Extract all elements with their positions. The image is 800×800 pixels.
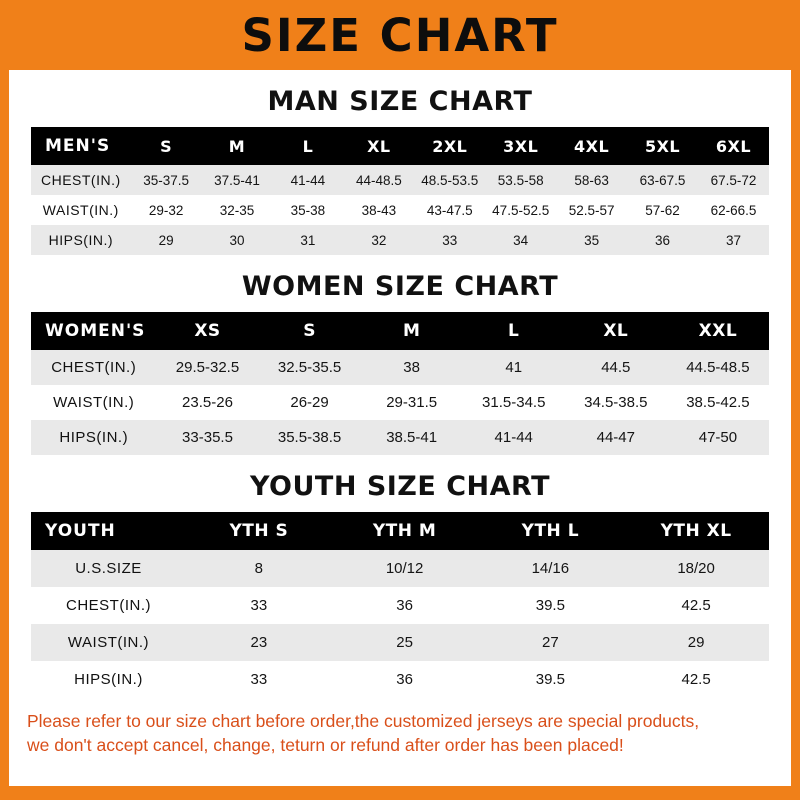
table-cell: 29.5-32.5: [156, 350, 258, 385]
table-header-row: [31, 512, 769, 550]
table-body: [31, 165, 769, 255]
table-cell: 44-47: [565, 420, 667, 455]
table-cell: 31.5-34.5: [463, 385, 565, 420]
row-header: CHEST(IN.): [31, 350, 156, 385]
table-cell: 8: [186, 550, 332, 587]
column-header: S: [131, 127, 202, 165]
table-cell: 38-43: [343, 195, 414, 225]
youth-section-title: YOUTH SIZE CHART: [249, 471, 551, 502]
column-header: S: [259, 312, 361, 350]
column-header: YTH XL: [623, 512, 769, 550]
column-header: L: [272, 127, 343, 165]
table-cell: 32.5-35.5: [259, 350, 361, 385]
youth-size-table: [31, 512, 769, 698]
row-header: CHEST(IN.): [31, 587, 186, 624]
table-cell: 14/16: [477, 550, 623, 587]
row-header: WAIST(IN.): [31, 195, 131, 225]
table-cell: 10/12: [332, 550, 478, 587]
table-cell: 34.5-38.5: [565, 385, 667, 420]
women-size-table: [31, 312, 769, 455]
table-cell: 38: [361, 350, 463, 385]
table-cell: 44.5-48.5: [667, 350, 769, 385]
table-cell: 47-50: [667, 420, 769, 455]
table-cell: 32: [343, 225, 414, 255]
table-cell: 33: [414, 225, 485, 255]
banner: [0, 0, 800, 70]
order-notice-line-1: Please refer to our size chart before order,the customized jerseys are special products,: [27, 711, 700, 731]
table-cell: 33-35.5: [156, 420, 258, 455]
table-cell: 41-44: [463, 420, 565, 455]
table-cell: 42.5: [623, 661, 769, 698]
column-header: YTH L: [477, 512, 623, 550]
table-cell: 29-31.5: [361, 385, 463, 420]
table-header: [31, 512, 769, 550]
column-header: 2XL: [414, 127, 485, 165]
column-header: 6XL: [698, 127, 769, 165]
row-header: WAIST(IN.): [31, 385, 156, 420]
table-row: [31, 550, 769, 587]
table-row: [31, 385, 769, 420]
table-cell: 39.5: [477, 587, 623, 624]
table-cell: 44-48.5: [343, 165, 414, 195]
column-header: YTH S: [186, 512, 332, 550]
women-table-wrap: [9, 312, 791, 455]
table-cell: 37: [698, 225, 769, 255]
table-cell: 26-29: [259, 385, 361, 420]
table-body: [31, 350, 769, 455]
table-cell: 29-32: [131, 195, 202, 225]
page-title: SIZE CHART: [241, 8, 559, 62]
table-cell: 62-66.5: [698, 195, 769, 225]
table-cell: 36: [627, 225, 698, 255]
column-header: M: [361, 312, 463, 350]
row-header: U.S.SIZE: [31, 550, 186, 587]
table-cell: 38.5-42.5: [667, 385, 769, 420]
column-header: XL: [343, 127, 414, 165]
table-cell: 33: [186, 661, 332, 698]
table-body: [31, 550, 769, 698]
table-cell: 34: [485, 225, 556, 255]
column-header: XS: [156, 312, 258, 350]
column-header: M: [202, 127, 273, 165]
table-row: [31, 624, 769, 661]
table-header-row: [31, 127, 769, 165]
table-cell: 47.5-52.5: [485, 195, 556, 225]
table-row: [31, 587, 769, 624]
table-cell: 39.5: [477, 661, 623, 698]
table-cell: 63-67.5: [627, 165, 698, 195]
column-header: YOUTH: [31, 512, 186, 550]
table-row: [31, 661, 769, 698]
table-cell: 35.5-38.5: [259, 420, 361, 455]
table-cell: 44.5: [565, 350, 667, 385]
table-cell: 41: [463, 350, 565, 385]
column-header: XL: [565, 312, 667, 350]
table-cell: 18/20: [623, 550, 769, 587]
table-cell: 31: [272, 225, 343, 255]
table-cell: 35-37.5: [131, 165, 202, 195]
table-cell: 29: [131, 225, 202, 255]
table-cell: 23.5-26: [156, 385, 258, 420]
women-section-title: WOMEN SIZE CHART: [241, 271, 559, 302]
row-header: WAIST(IN.): [31, 624, 186, 661]
table-cell: 42.5: [623, 587, 769, 624]
row-header: HIPS(IN.): [31, 661, 186, 698]
column-header: 3XL: [485, 127, 556, 165]
footer-bar: [0, 786, 800, 800]
table-header: [31, 127, 769, 165]
men-section-title: MAN SIZE CHART: [267, 86, 533, 117]
table-cell: 43-47.5: [414, 195, 485, 225]
table-cell: 36: [332, 661, 478, 698]
column-header: L: [463, 312, 565, 350]
table-row: [31, 165, 769, 195]
table-cell: 52.5-57: [556, 195, 627, 225]
order-notice-line-2: we don't accept cancel, change, teturn or refund after order has been placed!: [27, 734, 624, 755]
column-header: WOMEN'S: [31, 312, 156, 350]
column-header: YTH M: [332, 512, 478, 550]
table-cell: 37.5-41: [202, 165, 273, 195]
table-cell: 67.5-72: [698, 165, 769, 195]
order-notice: [9, 698, 791, 757]
table-cell: 30: [202, 225, 273, 255]
men-table-wrap: [9, 127, 791, 255]
table-header-row: [31, 312, 769, 350]
table-row: [31, 420, 769, 455]
table-cell: 29: [623, 624, 769, 661]
table-cell: 57-62: [627, 195, 698, 225]
table-header: [31, 312, 769, 350]
table-cell: 38.5-41: [361, 420, 463, 455]
table-cell: 23: [186, 624, 332, 661]
table-cell: 33: [186, 587, 332, 624]
table-cell: 35: [556, 225, 627, 255]
table-cell: 48.5-53.5: [414, 165, 485, 195]
row-header: HIPS(IN.): [31, 420, 156, 455]
row-header: HIPS(IN.): [31, 225, 131, 255]
men-size-table: [31, 127, 769, 255]
column-header: MEN'S: [31, 127, 131, 165]
table-row: [31, 350, 769, 385]
youth-table-wrap: [9, 512, 791, 698]
row-header: CHEST(IN.): [31, 165, 131, 195]
table-cell: 32-35: [202, 195, 273, 225]
column-header: 4XL: [556, 127, 627, 165]
table-cell: 35-38: [272, 195, 343, 225]
table-cell: 41-44: [272, 165, 343, 195]
table-cell: 27: [477, 624, 623, 661]
table-cell: 36: [332, 587, 478, 624]
table-row: [31, 195, 769, 225]
table-cell: 53.5-58: [485, 165, 556, 195]
table-row: [31, 225, 769, 255]
column-header: 5XL: [627, 127, 698, 165]
table-cell: 58-63: [556, 165, 627, 195]
table-cell: 25: [332, 624, 478, 661]
column-header: XXL: [667, 312, 769, 350]
